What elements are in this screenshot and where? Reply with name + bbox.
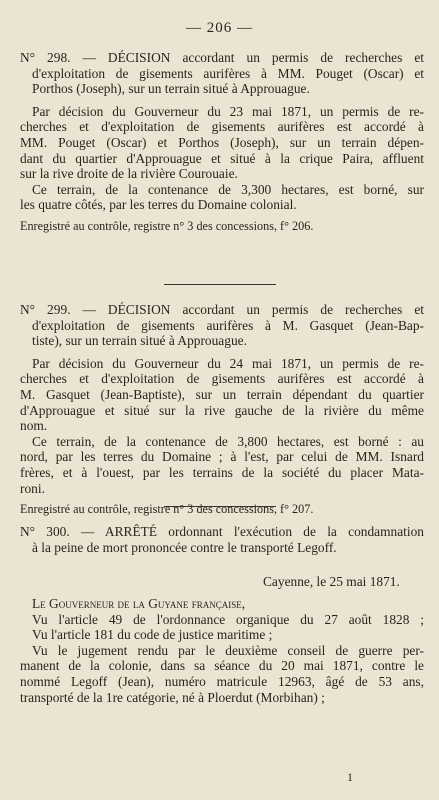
text-line: nord, par les terres du Domaine ; à l'est, par celui de MM. Isnard <box>20 449 424 465</box>
text-line: transporté de la 1re catégorie, né à Ploerdut (Morbihan) ; <box>20 689 325 705</box>
text-line: Vu le jugement rendu par le deuxième conseil de guerre per- <box>32 642 424 658</box>
text-line: Par décision du Gouverneur du 24 mai 1871, un permis de re- <box>32 355 424 371</box>
text-line: cherches et d'exploitation de gisements aurifères est accordé à <box>20 371 424 387</box>
signature-mark: 1 <box>347 770 353 784</box>
entry-299-title <box>20 302 424 349</box>
title-line: N° 299. — DÉCISION accordant un permis de recherches et <box>20 302 424 317</box>
text-line: cherches et d'exploitation de gisements aurifères est accordé à <box>20 119 424 135</box>
separator-rule <box>164 284 276 285</box>
entry-299-paragraph-1 <box>20 356 424 434</box>
entry-298 <box>20 50 424 233</box>
entry-298-paragraph-2 <box>20 182 424 213</box>
text-line: d'Approuague et situé sur la rive gauche de la rivière du même <box>20 402 424 418</box>
text-line: Ce terrain, de la contenance de 3,800 hectares, est borné : au <box>32 433 424 449</box>
page-number: — 206 — <box>186 20 253 36</box>
registration-note: Enregistré au contrôle, registre n° 3 des concessions, f° 207. <box>20 502 314 517</box>
text-line: manent de la colonie, dans sa séance du 20 mai 1871, contre le <box>20 658 424 674</box>
separator-rule <box>164 506 276 507</box>
entry-299-paragraph-2 <box>20 434 424 496</box>
text-line: sur la rive droite de la rivière Courouaie. <box>20 166 238 182</box>
arrete-300-body <box>20 596 424 705</box>
text-line: Ce terrain, de la contenance de 3,300 hectares, est borné, sur <box>32 181 424 197</box>
text-line: Par décision du Gouverneur du 23 mai 1871, un permis de re- <box>32 103 424 119</box>
entry-299 <box>20 302 424 516</box>
text-line: roni. <box>20 480 45 496</box>
title-line: d'exploitation de gisements aurifères à M. Gasquet (Jean-Bap- <box>32 317 424 333</box>
text-line: Vu l'article 49 de l'ordonnance organique du 27 août 1828 ; <box>32 611 424 627</box>
text-line: M. Gasquet (Jean-Baptiste), sur un terrain dépendant du quartier <box>20 386 424 402</box>
text-line: nom. <box>20 418 48 434</box>
entry-298-title <box>20 50 424 97</box>
text-line: frères, et à l'ouest, par les terrains de la société du placer Mata- <box>20 464 424 480</box>
title-line: N° 300. — ARRÊTÉ ordonnant l'exécution de la condamnation <box>20 524 424 539</box>
governor-heading: Le Gouverneur de la Guyane française, <box>32 596 246 611</box>
title-line: Porthos (Joseph), sur un terrain situé à Approuague. <box>32 81 310 97</box>
text-line: les quatre côtés, par les terres du Domaine colonial. <box>20 197 297 213</box>
title-line: tiste), sur un terrain situé à Approuague. <box>32 333 247 349</box>
title-line: à la peine de mort prononcée contre le transporté Legoff. <box>32 539 337 555</box>
text-line: Vu l'article 181 du code de justice maritime ; <box>32 627 273 643</box>
title-line: N° 298. — DÉCISION accordant un permis de recherches et <box>20 50 424 65</box>
text-line: nommé Legoff (Jean), numéro matricule 12963, âgé de 53 ans, <box>20 673 424 689</box>
entry-298-paragraph-1 <box>20 104 424 182</box>
document-date: Cayenne, le 25 mai 1871. <box>263 574 400 589</box>
text-line: dant du quartier d'Approuague et situé à la crique Paira, affluent <box>20 150 424 166</box>
arrete-300-title <box>20 524 424 555</box>
text-line: MM. Pouget (Oscar) et Porthos (Joseph), sur un terrain dépen- <box>20 134 424 150</box>
registration-note: Enregistré au contrôle, registre n° 3 des concessions, f° 206. <box>20 218 314 233</box>
title-line: d'exploitation de gisements aurifères à MM. Pouget (Oscar) et <box>32 65 424 81</box>
